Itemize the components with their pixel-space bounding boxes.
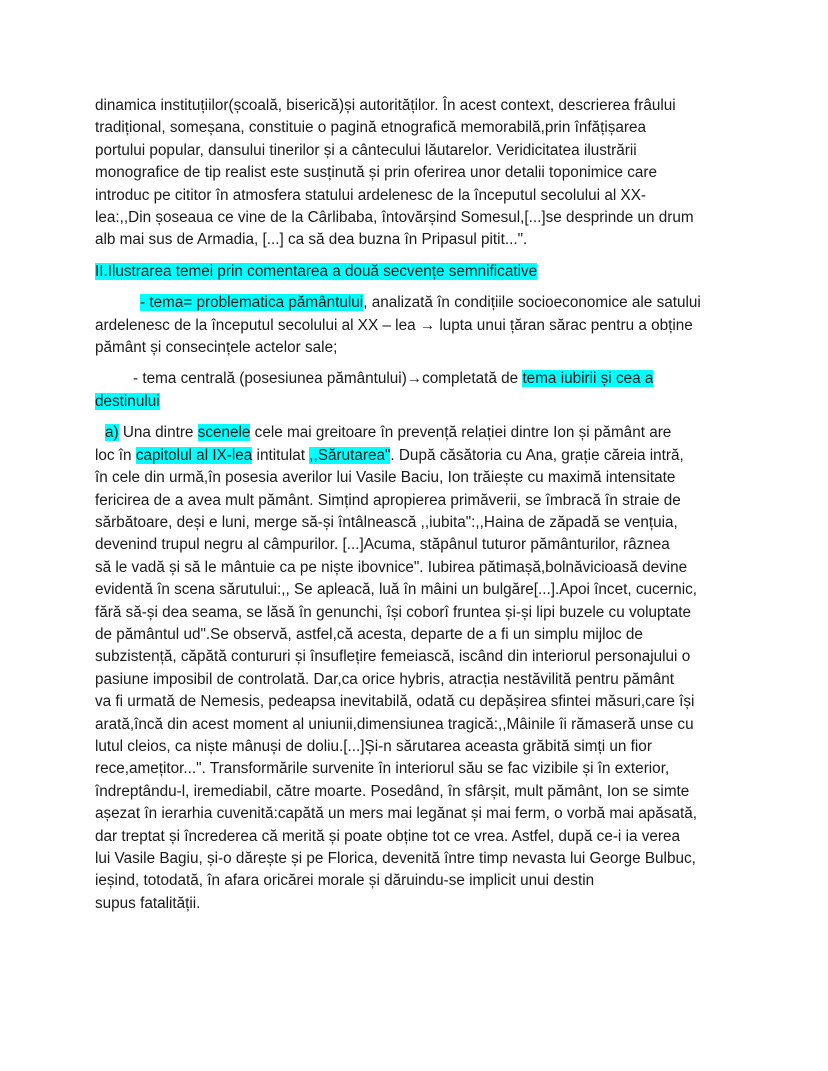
text-line: lea:,,Din șoseaua ce vine de la Cârlibaba, întovărșind Somesul,[...]se desprinde un drum xyxy=(95,209,694,227)
text-fragment: loc în xyxy=(95,446,136,464)
section-heading-text: II.Ilustrarea temei prin comentarea a două secvențe semnificative xyxy=(95,262,538,280)
text-line: ardelenesc de la începutul secolului al XX – lea → lupta unui țăran sărac pentru a obține xyxy=(95,316,693,334)
text-line: îndreptându-l, iremediabil, către moarte. Posedând, în sfârșit, mult pământ, Ion se simte xyxy=(95,782,690,800)
text-line: arată,încă din acest moment al uniunii,dimensiunea tragică:,,Mâinile îi rămaseră unse cu xyxy=(95,715,694,733)
text-line: rece,amețitor...". Transformările survenite în interiorul său se fac vizibile și în exterior, xyxy=(95,760,670,778)
text-line: sărbătoare, deși e luni, merge să-și întâlnească ,,iubita":,,Haina de zăpadă se vențuia, xyxy=(95,513,678,531)
paragraph-intro xyxy=(95,95,742,252)
text-line: lui Vasile Bagiu, și-o dărește și pe Florica, devenită între timp nevasta lui George Bulbuc, xyxy=(95,850,696,867)
chapter-highlight: capitolul al IX-lea xyxy=(135,446,253,464)
text-line: portului popular, dansului tinerilor și a cântecului lăutarelor. Veridicitatea ilustrării xyxy=(95,141,637,159)
text-line: lutul cleios, ca niște mânuși de doliu.[...]Și-n sărutarea aceasta grăbită simți un fior xyxy=(95,737,652,755)
theme-highlight: - tema= problematica pământului xyxy=(140,294,364,312)
text-fragment: cele mai greitoare în prevență relației dintre Ion și pământ are xyxy=(250,424,672,442)
text-line: subzistență, căpătă contururi și însuflețire femeiască, iscând din interiorul personajului o xyxy=(95,648,691,666)
text-fragment: . După căsătoria cu Ana, grație căreia intră, xyxy=(390,446,684,464)
text-line: așezat în ierarhia cuvenită:capătă un mers mai legănat și mai ferm, o vorbă mai apăsată, xyxy=(95,805,697,823)
text-line: dinamica instituțiilor(școală, biserică)și autorităților. În acest context, descrierea frâului xyxy=(95,97,676,114)
text-line: tradițional, someșana, constituie o pagină etnografică memorabilă,prin înfățișarea xyxy=(95,119,647,137)
text-line: dar treptat și încrederea că merită și poate obține tot ce vrea. Astfel, după ce-i ia verea xyxy=(95,827,680,845)
paragraph-central-theme xyxy=(95,368,742,413)
text-line: va fi urmată de Nemesis, pedeapsa inevitabilă, odată cu depășirea sfintei măsuri,care își xyxy=(95,693,695,711)
text-line: devenind trupul negru al câmpurilor. [...]Acuma, stăpânul tuturor pământurilor, râznea xyxy=(95,536,670,554)
text-line: fericirea de a avea mult pământ. Simțind apropierea primăverii, se îmbracă în straie de xyxy=(95,491,681,509)
text-line: în cele din urmă,în posesia averilor lui Vasile Baciu, Ion trăiește cu maximă intensitate xyxy=(95,469,676,487)
text-fragment: - tema centrală (posesiunea pământului)→completată de xyxy=(133,370,523,388)
text-line: supus fatalității. xyxy=(95,894,201,912)
destiny-highlight: destinului xyxy=(95,392,160,410)
section-heading xyxy=(95,261,742,283)
paragraph-theme xyxy=(95,292,742,359)
text-fragment: intitulat xyxy=(252,446,310,464)
text-line: de pământul ud".Se observă, astfel,că acesta, departe de a fi un simplu mijloc de xyxy=(95,625,643,643)
scenes-highlight: scenele xyxy=(197,424,251,442)
item-marker-highlight: a) xyxy=(105,424,119,442)
paragraph-scene-analysis xyxy=(95,422,742,915)
title-highlight: ,,Sărutarea" xyxy=(309,446,391,464)
text-line: evidentă în scena sărutului:,, Se apleacă, luă în mâini un bulgăre[...].Apoi încet, cucernic, xyxy=(95,581,698,599)
text-fragment: Una dintre xyxy=(118,424,198,442)
text-line: fără să-și dea seama, se lăsă în genunchi, își coborî fruntea și-și lipi buzele cu voluptate xyxy=(95,603,692,621)
text-line: alb mai sus de Armadia, [...] ca să dea buzna în Pripasul pitit...". xyxy=(95,231,528,249)
love-destiny-highlight: tema iubirii și cea a xyxy=(522,370,654,388)
text-line: să le vadă și să le mântuie ca pe niște ibovnice". Iubirea pătimașă,bolnăvicioasă devine xyxy=(95,558,688,576)
text-line: pasiune imposibil de controlată. Dar,ca orice hybris, atracția nestăvilită pentru pământ xyxy=(95,670,675,688)
text-line: ieșind, totodată, în afara oricărei morale și dăruindu-se implicit unui destin xyxy=(95,872,595,890)
text-line: introduc pe cititor în atmosfera statului ardelenesc de la începutul secolului al XX- xyxy=(95,186,646,204)
text-line: pământ și consecințele actelor sale; xyxy=(95,339,338,357)
text-line: monografice de tip realist este susținută și prin oferirea unor detalii toponimice care xyxy=(95,164,658,182)
text-fragment: , analizată în condițiile socioeconomice ale satului xyxy=(363,294,701,312)
